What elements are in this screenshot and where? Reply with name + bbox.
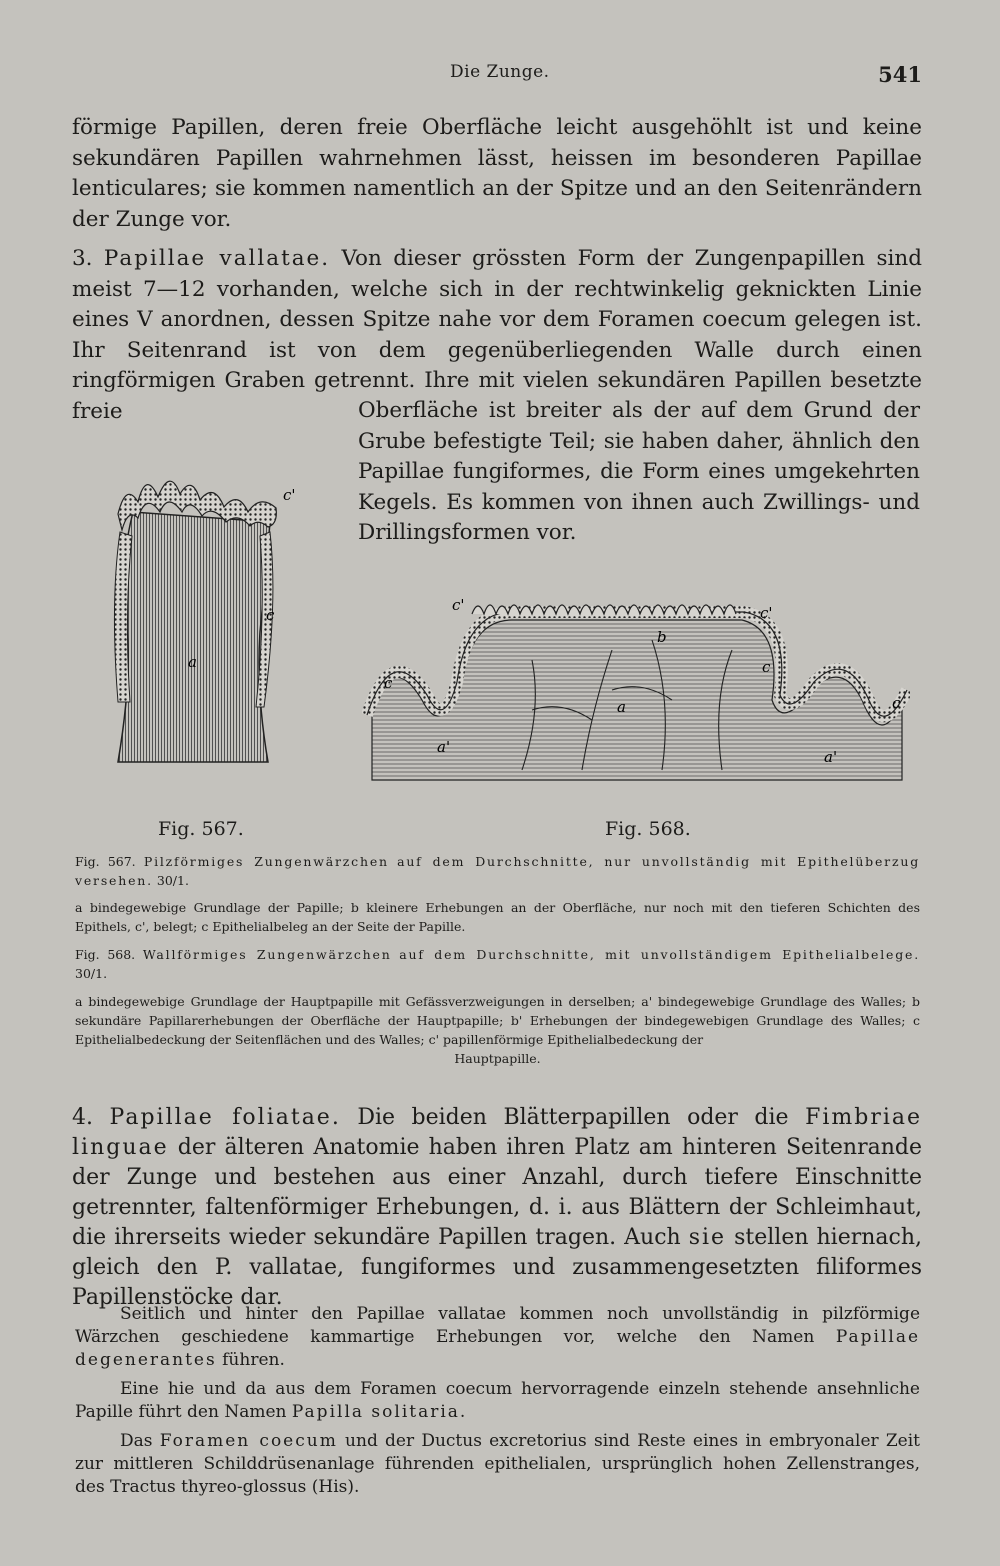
fig568-label-c-right: c [892,694,901,712]
small2-term: Papilla solitaria. [291,1402,468,1422]
small-paragraph-foramen [75,1430,920,1499]
caption-568-number: Fig. 568. [75,947,136,962]
small3-end: und der Ductus excretorius sind Reste eines in embryonaler Zeit zur mittleren Schilddrüsenanlage führenden epithelialen, ursprünglich hohen Zellenstranges, des Tractus thyreo-glossus (His). [75,1431,920,1497]
caption-567-title [75,852,920,890]
fig568-label-a-prime-right: a' [824,748,838,766]
section-term-2: Fimbriae linguae [72,1105,923,1160]
section-number: 3. [72,246,93,271]
section-text: Die beiden Blätterpapillen oder die [357,1105,789,1130]
small1-end: führen. [222,1350,285,1370]
small3-text: Das [120,1431,153,1451]
small1-term: Papillae degenerantes [75,1327,921,1370]
small2-text: Eine hie und da aus dem Foramen coecum hervorragende einzeln stehende ansehnliche Papille führt den Namen [75,1379,920,1422]
fig568-label-a-prime-left: a' [437,738,451,756]
caption-568-scale: 30/1. [75,966,108,981]
fig568-label-b: b [657,628,667,646]
fig568-label-a: a [617,698,626,716]
caption-567-legend: a bindegewebige Grundlage der Papille; b kleinere Erhebungen an der Oberfläche, nur noch mit den tieferen Schichten des Epithels, c', belegt; c Epithelialbeleg an der Seite der Papille. [75,900,920,934]
fig567-label-c-prime: c' [283,486,296,504]
figure-567-illustration [88,452,303,772]
section-emphasis: sie [688,1225,727,1250]
small-paragraph-degenerantes [75,1303,920,1372]
section-text-2: der älteren Anatomie haben ihren Platz am hinteren Seitenrande der Zunge und bestehen aus einer Anzahl, durch tiefere Einschnitte getrennter, faltenförmiger Erhebungen, d. i. aus Blättern der Schleimhaut, die ihrerseits wieder sekundäre Papillen tragen. Auch [72,1135,922,1250]
caption-567-scale: 30/1. [156,873,189,888]
caption-568-legend-text: a bindegewebige Grundlage der Hauptpapille mit Gefässverzweigungen in derselben; a' bindegewebige Grundlage des Walles; b sekundäre Papillarerhebungen der Oberfläche der Hauptpapille; b' Erhebungen der bindegewebigen Grundlage des Walles; c Epithelialbedeckung der Seitenflächen und des Walles; c' papillenförmige Epithelialbedeckung der [75,994,920,1047]
fig568-label-c-prime-right: c' [760,604,773,622]
fig567-label-a: a [188,653,197,671]
caption-568-legend-end: Hauptpapille. [454,1051,541,1066]
fig567-label-c: c [266,606,275,624]
caption-567-text: auf dem Durchschnitte, nur unvollständig mit Epithelüberzug versehen. [75,854,920,888]
section-number: 4. [72,1105,93,1130]
figure-567-label: Fig. 567. [158,818,244,840]
fig568-label-c-prime-left: c' [452,596,465,614]
fig568-label-c-mid: c [762,658,771,676]
figure-568-label: Fig. 568. [605,818,691,840]
page-header [0,62,1000,88]
caption-568-legend [75,992,920,1068]
caption-567-heading: Pilzförmiges Zungenwärzchen [143,854,389,869]
running-title: Die Zunge. [450,62,550,82]
page-number: 541 [878,62,922,87]
paragraph-vallatae-continued: Oberfläche ist breiter als der auf dem Grund der Grube befestigte Teil; sie haben daher, ähnlich den Papillae fungiformes, die Form eines umgekehrten Kegels. Es kommen von ihnen auch Zwillings- und Drillingsformen vor. [358,398,920,545]
caption-567-number: Fig. 567. [75,854,136,869]
fig568-label-c-left: c [384,674,393,692]
section-text: Von dieser grössten Form der Zungenpapillen sind meist 7—12 vorhanden, welche sich in der rechtwinkelig geknickten Linie eines V anordnen, dessen Spitze nahe vor dem Foramen coecum gelegen ist. Ihr Seitenrand ist von dem gegenüberliegenden Walle durch einen ringförmigen Graben getrennt. Ihre mit vielen sekundären Papillen besetzte freie [72,246,922,424]
section-term: Papillae vallatae. [103,246,331,271]
paragraph-foliatae [72,1103,922,1313]
paragraph-lenticulares: förmige Papillen, deren freie Oberfläche leicht ausgehöhlt ist und keine sekundären Papillen wahrnehmen lässt, heissen im besonderen Papillae lenticulares; sie kommen namentlich an der Spitze und an den Seitenrändern der Zunge vor. [72,115,922,232]
section-term: Papillae foliatae. [109,1105,341,1130]
small-paragraph-solitaria [75,1378,920,1424]
caption-568-text: auf dem Durchschnitte, mit unvollständigem Epithelialbelege. [399,947,921,962]
section-text-3: stellen hiernach, gleich den P. vallatae, fungiformes und zusammengesetzten filiformes Papillenstöcke dar. [72,1225,923,1310]
small1-text: Seitlich und hinter den Papillae vallatae kommen noch unvollständig in pilzförmige Wärzchen geschiedene kammartige Erhebungen vor, welche den Namen [75,1304,920,1347]
caption-568-heading: Wallförmiges Zungenwärzchen [142,947,392,962]
figure-568-illustration [362,590,910,800]
small3-term: Foramen coecum [159,1431,338,1451]
caption-568-title [75,945,920,983]
